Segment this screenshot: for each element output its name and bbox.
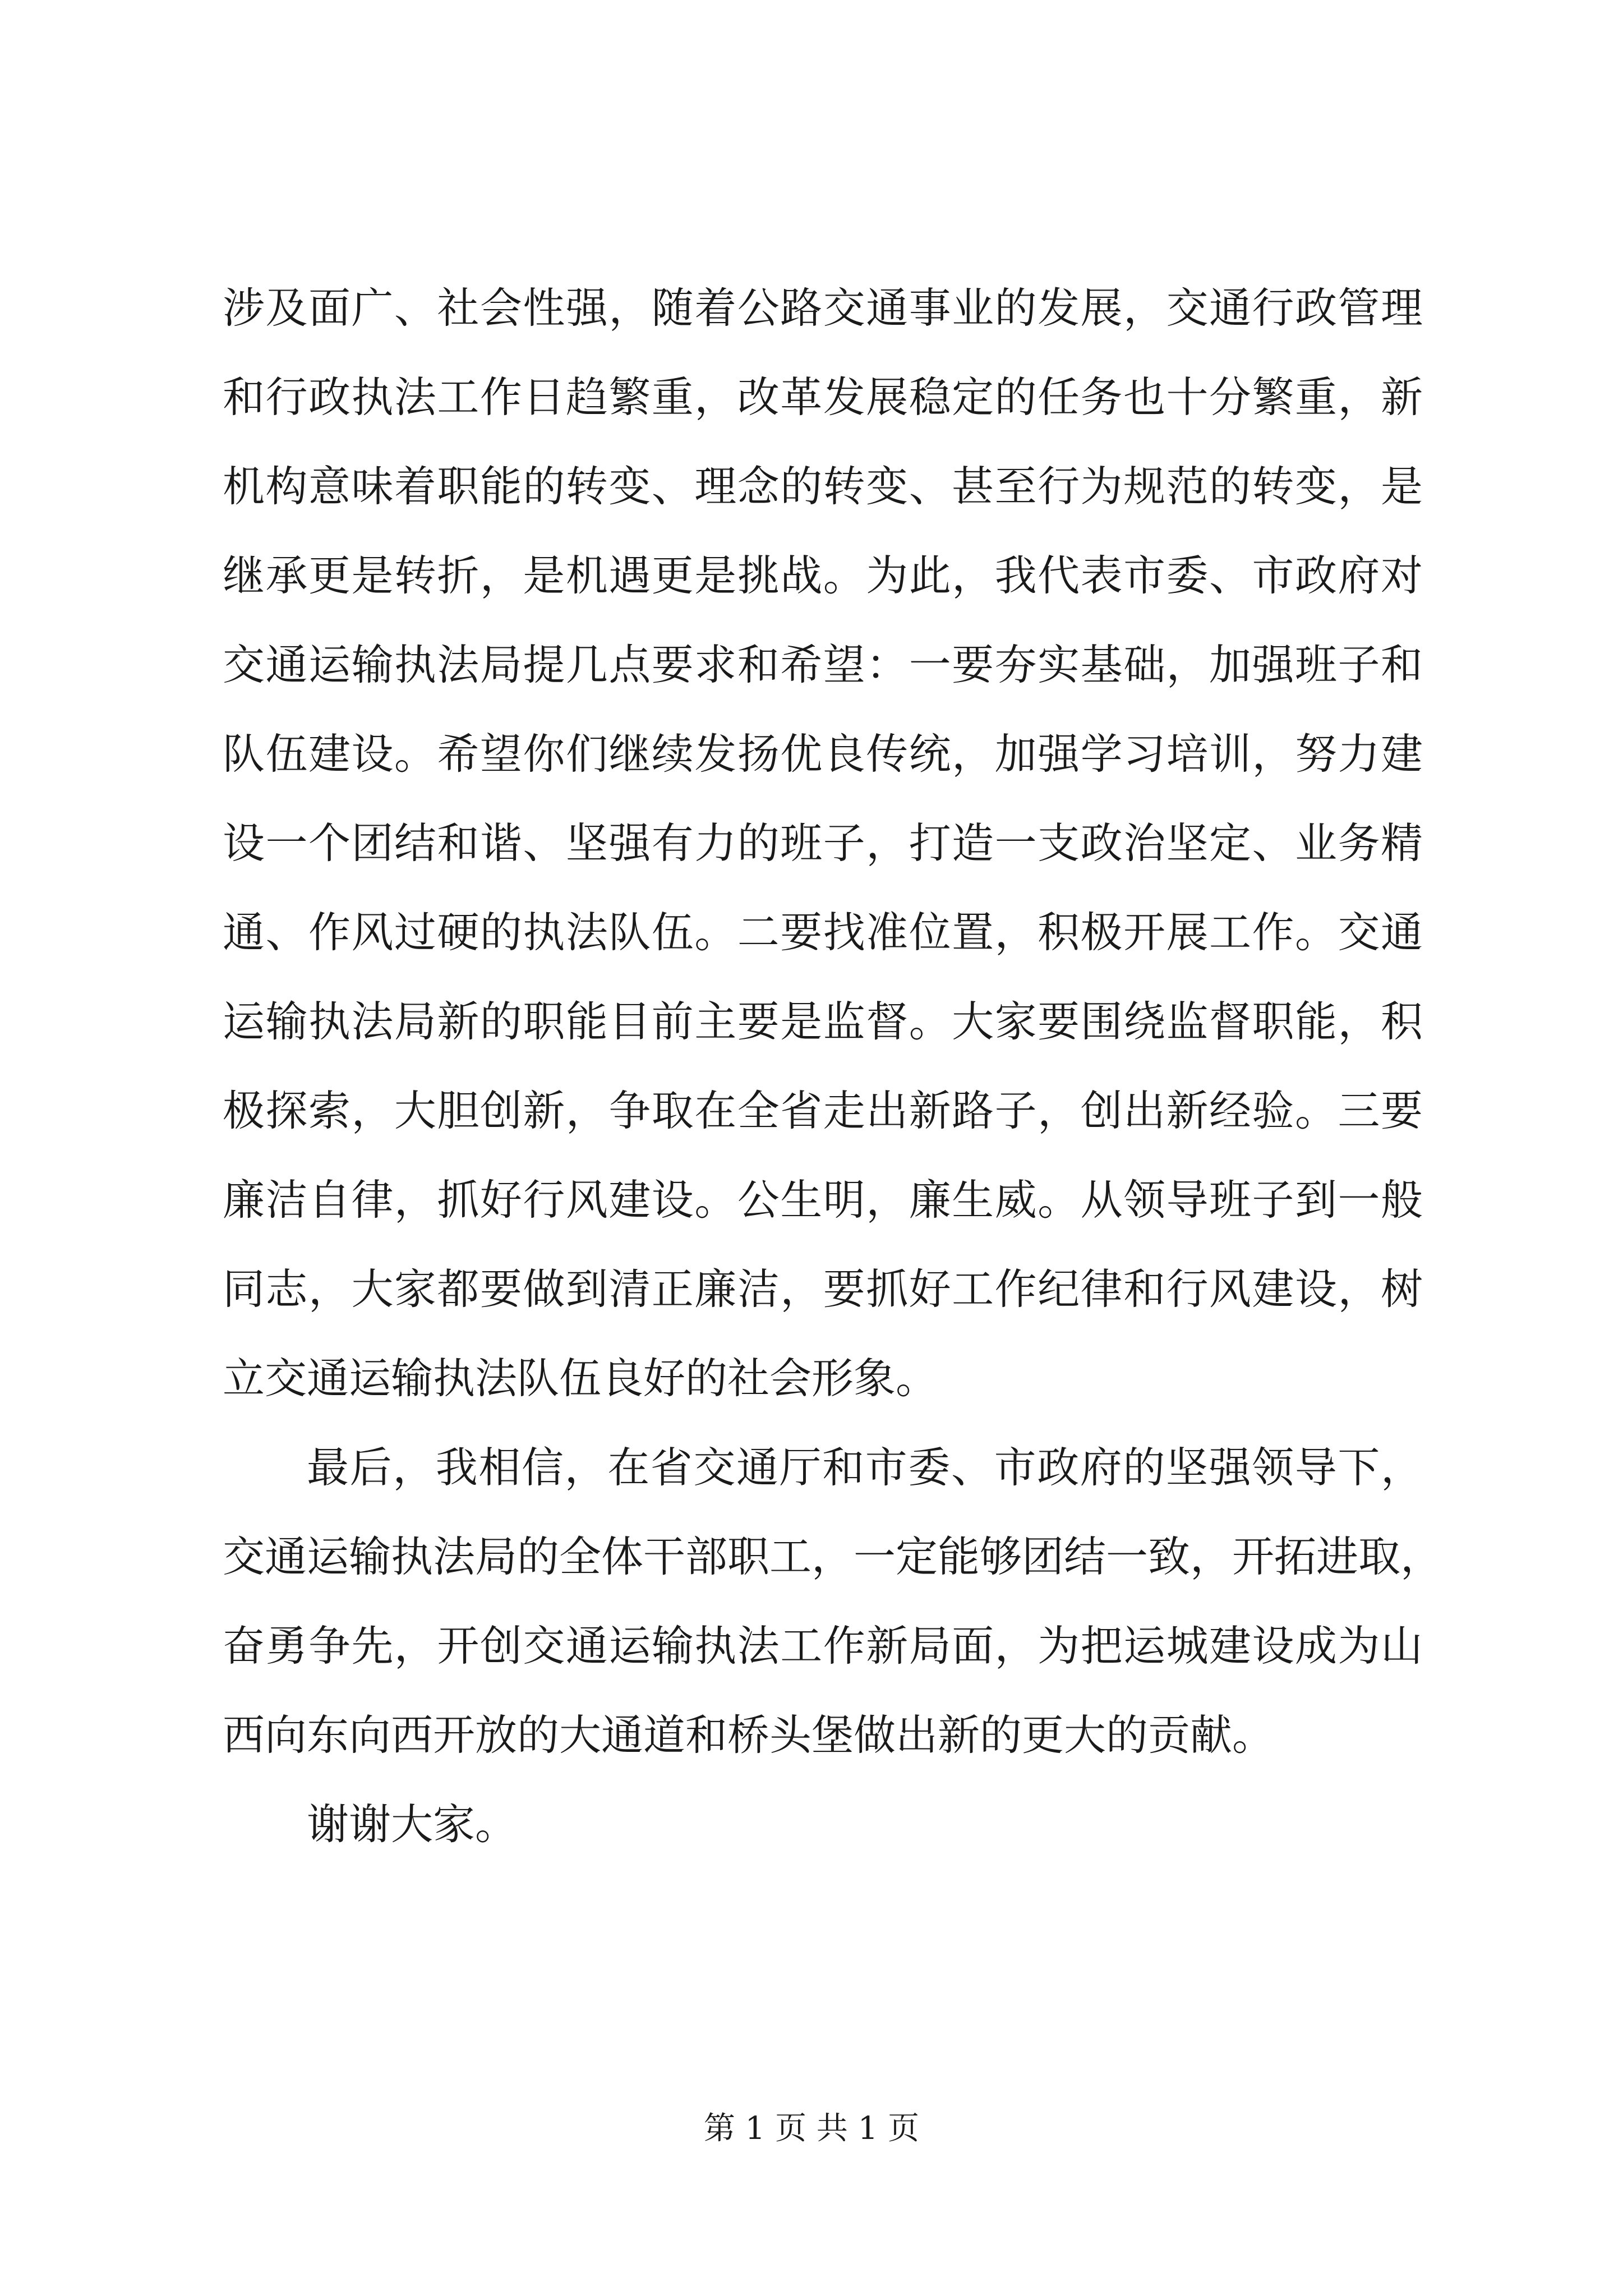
body-line: 运输执法局新的职能目前主要是监督。大家要围绕监督职能，积 [223, 997, 1423, 1046]
body-line: 设一个团结和谐、坚强有力的班子，打造一支政治坚定、业务精 [223, 818, 1423, 868]
body-line: 和行政执法工作日趋繁重，改革发展稳定的任务也十分繁重，新 [223, 372, 1423, 422]
body-line: 继承更是转折，是机遇更是挑战。为此，我代表市委、市政府对 [223, 551, 1423, 600]
body-line: 队伍建设。希望你们继续发扬优良传统，加强学习培训，努力建 [223, 729, 1423, 779]
body-line: 极探索，大胆创新，争取在全省走出新路子，创出新经验。三要 [223, 1086, 1423, 1135]
page-footer [0, 2109, 1623, 2148]
body-line: 廉洁自律，抓好行风建设。公生明，廉生威。从领导班子到一般 [223, 1175, 1423, 1225]
closing-line: 谢谢大家。 [307, 1800, 518, 1849]
page-number: 第 1 页 共 1 页 [703, 2110, 920, 2147]
body-line: 机构意味着职能的转变、理念的转变、甚至行为规范的转变，是 [223, 462, 1423, 511]
body-line: 奋勇争先，开创交通运输执法工作新局面，为把运城建设成为山 [223, 1621, 1423, 1671]
body-line: 交通运输执法局的全体干部职工，一定能够团结一致，开拓进取， [223, 1532, 1443, 1581]
body-line: 涉及面广、社会性强，随着公路交通事业的发展，交通行政管理 [223, 283, 1423, 333]
body-text [223, 264, 1443, 1869]
body-line: 立交通运输执法队伍良好的社会形象。 [223, 1354, 938, 1403]
body-line: 同志，大家都要做到清正廉洁，要抓好工作纪律和行风建设，树 [223, 1264, 1423, 1314]
body-line: 通、作风过硬的执法队伍。二要找准位置，积极开展工作。交通 [223, 908, 1423, 957]
body-line: 交通运输执法局提几点要求和希望：一要夯实基础，加强班子和 [223, 640, 1423, 689]
body-line-paragraph-start: 最后，我相信，在省交通厅和市委、市政府的坚强领导下， [307, 1443, 1423, 1492]
body-line: 西向东向西开放的大通道和桥头堡做出新的更大的贡献。 [223, 1710, 1275, 1760]
